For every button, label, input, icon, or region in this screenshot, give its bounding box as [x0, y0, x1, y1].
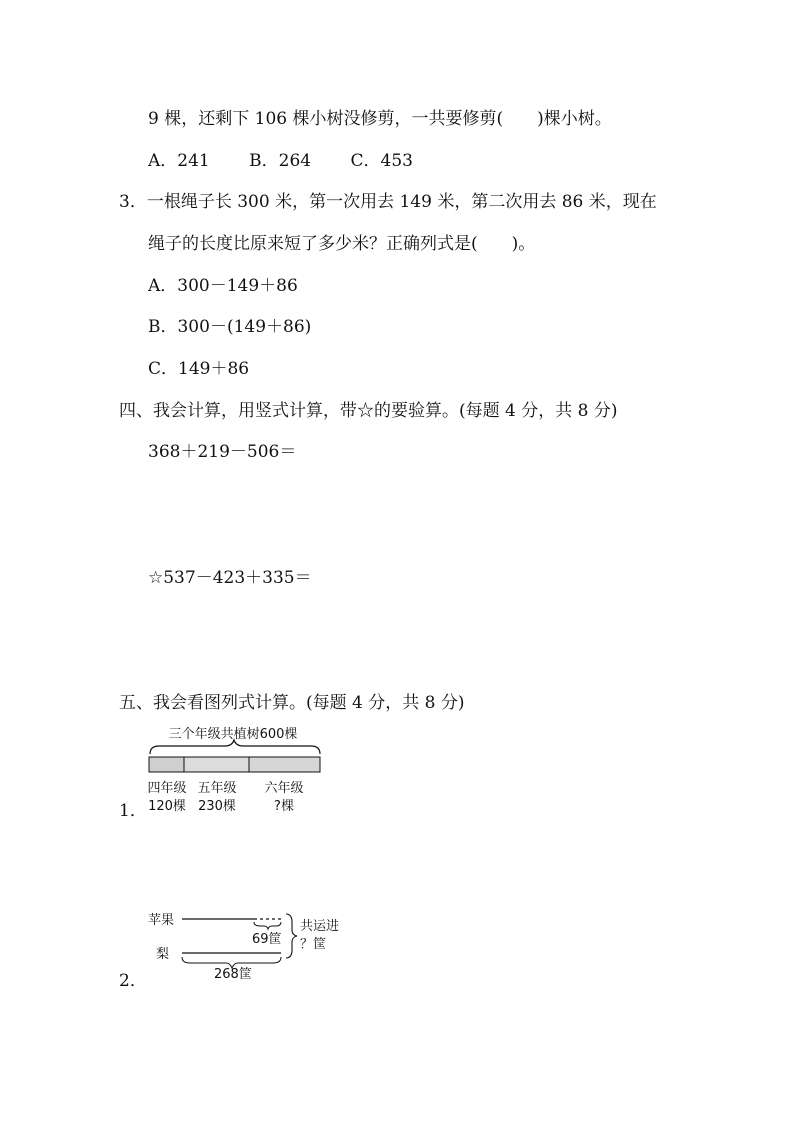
problem-1-number: 1．: [119, 801, 147, 821]
total-label: 三个年级共植树600棵: [168, 727, 298, 742]
question-3-option-a: A．300－149＋86: [148, 276, 298, 296]
question-3-line-1: 3．一根绳子长 300 米，第一次用去 149 米，第二次用去 86 米，现在: [119, 192, 657, 212]
apple-label: 苹果: [148, 913, 175, 928]
pear-label: 梨: [156, 947, 170, 962]
question-3-option-c: C．149＋86: [148, 359, 250, 379]
segment-grade-4: [149, 757, 184, 772]
problem-2-number: 2．: [119, 971, 147, 991]
tree-planting-diagram: [145, 722, 345, 812]
difference-brace: [254, 922, 281, 929]
pear-count: 268筐: [214, 967, 252, 982]
section-4-expression-2: ☆537－423＋335＝: [148, 568, 312, 588]
question-3-line-2: 绳子的长度比原来短了多少米？正确列式是( )。: [148, 234, 536, 254]
section-5-title: 五、我会看图列式计算。(每题 4 分，共 8 分): [119, 693, 465, 713]
grade-6-count: ?棵: [274, 799, 294, 814]
grade-5-name: 五年级: [197, 781, 237, 796]
grade-4-count: 120棵: [148, 799, 186, 814]
segment-grade-5: [184, 757, 249, 772]
grade-4-name: 四年级: [147, 781, 187, 796]
section-4-title: 四、我会计算，用竖式计算，带☆的要验算。(每题 4 分，共 8 分): [119, 401, 618, 421]
question-2-tail: 9 棵，还剩下 106 棵小树没修剪，一共要修剪( )棵小树。: [148, 109, 612, 129]
total-brace: [150, 740, 320, 754]
total-label-line-1: 共运进: [300, 919, 340, 934]
grade-5-count: 230棵: [198, 799, 236, 814]
grade-6-name: 六年级: [264, 781, 304, 796]
segment-grade-6: [249, 757, 320, 772]
question-2-options: [148, 150, 447, 172]
option-b: B．264: [249, 151, 312, 171]
total-label-line-2: ？筐: [300, 937, 327, 952]
question-3-option-b: B．300－(149＋86): [148, 317, 312, 337]
fruit-delivery-diagram: [148, 910, 378, 980]
option-a: A．241: [148, 151, 210, 171]
section-4-expression-1: 368＋219－506＝: [148, 442, 297, 462]
difference-label: 69筐: [252, 932, 282, 947]
option-c: C．453: [350, 151, 413, 171]
total-right-brace: [286, 914, 297, 958]
